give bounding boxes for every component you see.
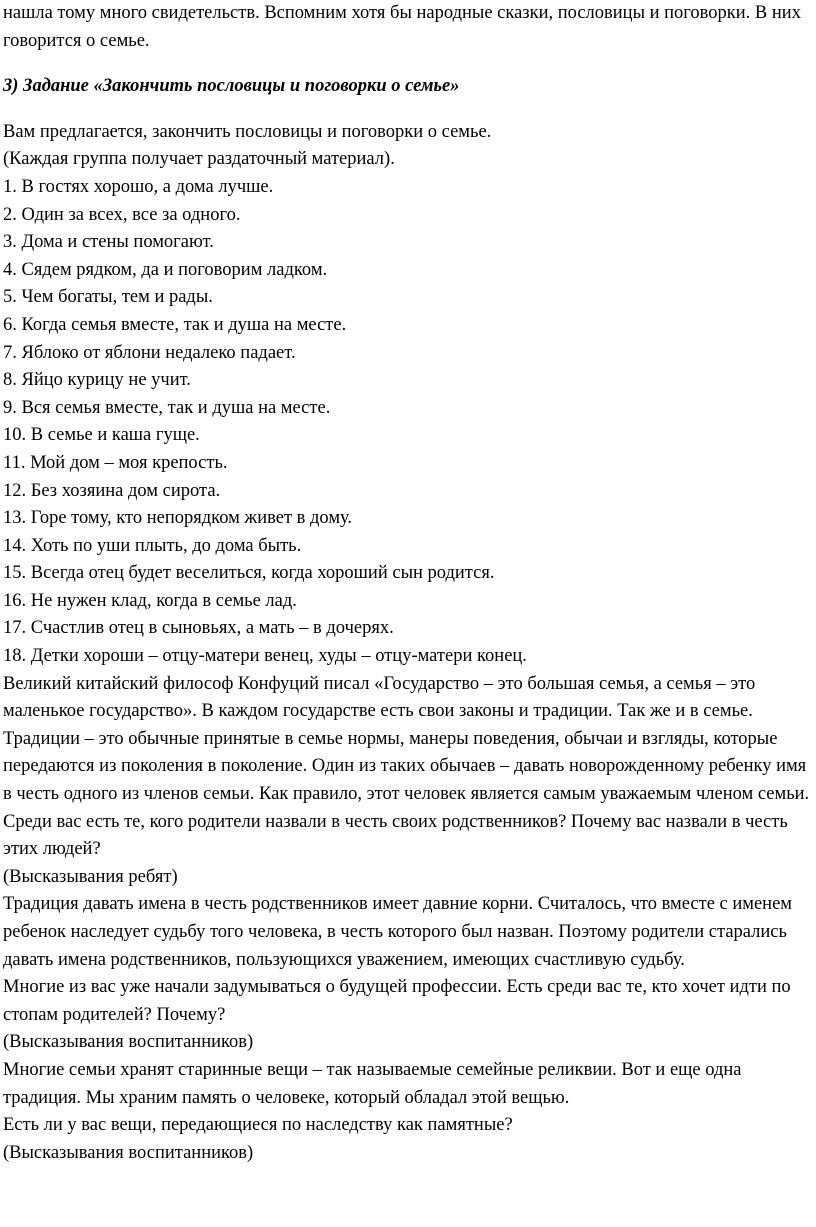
proverb-list bbox=[3, 174, 813, 671]
question-heirlooms: Есть ли у вас вещи, передающиеся по наследству как памятные? bbox=[3, 1115, 513, 1136]
proverb-item: 12. Без хозяина дом сирота. bbox=[3, 480, 221, 501]
response-children: (Высказывания ребят) bbox=[3, 866, 178, 887]
proverb-item: 15. Всегда отец будет веселиться, когда хороший сын родится. bbox=[3, 563, 495, 584]
response-pupils: (Высказывания воспитанников) bbox=[3, 1142, 254, 1163]
document-page bbox=[3, 0, 813, 1167]
relics-paragraph: Многие семьи хранят старинные вещи – так называемые семейные реликвии. Вот и еще одна традиция. Мы храним память о человеке, который обладал этой вещью. bbox=[3, 1059, 742, 1108]
question-names: Среди вас есть те, кого родители назвали в честь своих родственников? Почему вас назвали в честь этих людей? bbox=[3, 811, 788, 860]
task-heading: 3) Задание «Закончить пословицы и поговорки о семье» bbox=[3, 76, 460, 97]
task-intro-note: (Каждая группа получает раздаточный материал). bbox=[3, 149, 395, 170]
confucius-paragraph: Великий китайский философ Конфуций писал «Государство – это большая семья, а семья – это маленькое государство». В каждом государстве есть свои законы и традиции. Так же и в семье. Традиции – это обычные принятые в семье нормы, манеры поведения, обычаи и взгляды, которые передаются из поколения в поколение. Один из таких обычаев – давать новорожденному ребенку имя в честь одного из членов семьи. Как правило, этот человек является самым уважаемым членом семьи. bbox=[3, 673, 810, 805]
tradition-paragraph: Традиция давать имена в честь родственников имеет давние корни. Считалось, что вместе с именем ребенок наследует судьбу того человека, в честь которого был назван. Поэтому родители старались давать имена родственников, пользующихся уважением, имеющих счастливую судьбу. bbox=[3, 894, 793, 970]
proverb-item: 1. В гостях хорошо, а дома лучше. bbox=[3, 176, 274, 197]
proverb-item: 11. Мой дом – моя крепость. bbox=[3, 452, 228, 473]
opening-paragraph: нашла тому много свидетельств. Вспомним хотя бы народные сказки, пословицы и поговорки. В них говорится о семье. bbox=[3, 3, 801, 51]
proverb-item: 7. Яблоко от яблони недалеко падает. bbox=[3, 342, 296, 363]
proverb-item: 10. В семье и каша гуще. bbox=[3, 425, 200, 446]
proverb-item: 14. Хоть по уши плыть, до дома быть. bbox=[3, 535, 302, 556]
proverb-item: 3. Дома и стены помогают. bbox=[3, 232, 214, 253]
proverb-item: 16. Не нужен клад, когда в семье лад. bbox=[3, 590, 297, 611]
question-profession: Многие из вас уже начали задумываться о будущей профессии. Есть среди вас те, кто хочет идти по стопам родителей? Почему? bbox=[3, 977, 791, 1025]
proverb-item: 17. Счастлив отец в сыновьях, а мать – в дочерях. bbox=[3, 618, 394, 639]
proverb-item: 18. Детки хороши – отцу-матери венец, худы – отцу-матери конец. bbox=[3, 646, 527, 667]
proverb-item: 8. Яйцо курицу не учит. bbox=[3, 370, 191, 391]
proverb-item: 6. Когда семья вместе, так и душа на месте. bbox=[3, 314, 347, 335]
proverb-item: 2. Один за всех, все за одного. bbox=[3, 204, 241, 225]
proverb-item: 4. Сядем рядком, да и поговорим ладком. bbox=[3, 259, 328, 280]
proverb-item: 13. Горе тому, кто непорядком живет в дому. bbox=[3, 508, 353, 529]
task-intro-line: Вам предлагается, закончить пословицы и поговорки о семье. bbox=[3, 121, 492, 142]
proverb-item: 9. Вся семья вместе, так и душа на месте. bbox=[3, 397, 331, 418]
proverb-item: 5. Чем богаты, тем и рады. bbox=[3, 287, 213, 308]
response-pupils: (Высказывания воспитанников) bbox=[3, 1032, 254, 1053]
